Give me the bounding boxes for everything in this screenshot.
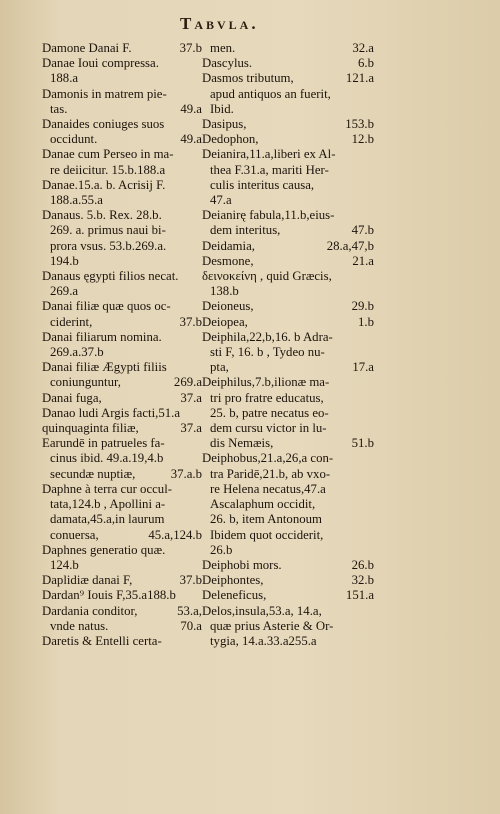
entry-line (42, 436, 202, 451)
index-entry (42, 573, 202, 588)
entry-line (202, 223, 374, 238)
index-entry (202, 315, 374, 330)
entry-text: 25. b, patre necatus eo- (210, 405, 329, 420)
entry-text: dis Nemæis, (210, 436, 274, 451)
entry-line (42, 406, 202, 421)
entry-text: Deiopea, (202, 314, 248, 329)
entry-text: δεινοκείνη , quid Græcis, (202, 269, 332, 284)
index-entry (42, 56, 202, 86)
entry-line (42, 269, 202, 284)
index-entry (202, 558, 374, 573)
entry-line (42, 41, 202, 56)
entry-page-ref: 37.b (179, 41, 202, 55)
entry-page-ref: 28.a,47,b (326, 238, 374, 253)
entry-text: Deidamia, (202, 238, 255, 253)
entry-line (42, 467, 202, 482)
index-entry (42, 543, 202, 573)
index-entry (202, 132, 374, 147)
index-entry (202, 56, 374, 71)
entry-text: Danae cum Perseo in ma- (42, 147, 174, 162)
entry-text: Dasmos tributum, (202, 71, 294, 86)
entry-line (42, 345, 202, 360)
entry-line (202, 102, 374, 117)
entry-page-ref: 32.a (352, 41, 374, 55)
entry-text: Danai fuga, (42, 390, 102, 405)
entry-line (202, 315, 374, 330)
entry-text: Danaus ęgypti filios necat. (42, 269, 179, 284)
index-entry (42, 269, 202, 299)
index-entry (42, 588, 202, 603)
entry-text: sti F, 16. b , Tydeo nu- (210, 345, 325, 360)
entry-line (202, 284, 374, 299)
entry-page-ref: 32.b (351, 573, 374, 588)
entry-line (42, 178, 202, 193)
entry-line (202, 528, 374, 543)
entry-page-ref: 37.a.b (170, 466, 202, 481)
entry-line (202, 254, 374, 269)
entry-line (42, 117, 202, 132)
entry-page-ref: 26.b (351, 557, 374, 572)
entry-line (42, 619, 202, 634)
entry-line (202, 634, 374, 649)
entry-text: Dascylus. (202, 56, 253, 71)
entry-line (42, 451, 202, 466)
entry-page-ref: 12.b (351, 132, 374, 147)
entry-page-ref: 6.b (358, 56, 374, 71)
index-entry (202, 330, 374, 376)
entry-page-ref: 29.b (351, 299, 374, 314)
entry-line (42, 163, 202, 178)
running-header: Tabvla. (180, 14, 259, 33)
index-entry (42, 436, 202, 466)
entry-line (202, 604, 374, 619)
index-entry (202, 41, 374, 56)
entry-text: tata,124.b , Apollini a- (50, 497, 166, 512)
entry-line (202, 543, 374, 558)
entry-line (202, 239, 374, 254)
index-entry (42, 299, 202, 329)
index-entry (202, 573, 374, 588)
entry-text: 26.b (210, 542, 233, 557)
entry-line (202, 299, 374, 314)
entry-text: Damone Danai F. (42, 41, 132, 55)
entry-text: tri pro fratre educatus, (210, 390, 324, 405)
index-entry (42, 634, 202, 649)
index-entry (42, 208, 202, 269)
entry-line (202, 147, 374, 162)
entry-line (202, 375, 374, 390)
entry-text: men. (210, 41, 236, 55)
entry-text: Delos,insula,53.a, 14.a, (202, 603, 322, 618)
entry-text: Desmone, (202, 253, 254, 268)
entry-text: Deianirę fabula,11.b,eius- (202, 208, 335, 223)
entry-page-ref: 153.b (345, 117, 374, 132)
entry-page-ref: 17.a (352, 360, 374, 375)
entry-text: Daretis & Entelli certa- (42, 633, 162, 648)
entry-line (202, 132, 374, 147)
index-entry (42, 87, 202, 117)
index-entry (202, 208, 374, 238)
index-entry (42, 604, 202, 634)
entry-page-ref: 49.a (180, 101, 202, 116)
entry-line (42, 512, 202, 527)
entry-text: coniunguntur, (50, 375, 121, 390)
entry-text: re deiicitur. 15.b.188.a (50, 162, 166, 177)
entry-line (202, 330, 374, 345)
entry-page-ref: 37.b (179, 314, 202, 329)
entry-text: 188.a (50, 71, 79, 86)
entry-text: Ibidem quot occiderit, (210, 527, 324, 542)
entry-page-ref: 53.a, (177, 603, 202, 618)
index-entry (42, 117, 202, 147)
entry-page-ref: 70.a (180, 618, 202, 633)
entry-line (202, 421, 374, 436)
entry-line (42, 315, 202, 330)
entry-text: Danai filiarum nomina. (42, 329, 162, 344)
entry-line (202, 391, 374, 406)
entry-text: Damonis in matrem pie- (42, 86, 167, 101)
index-entry (202, 254, 374, 269)
entry-text: Danaides coniuges suos (42, 117, 165, 132)
entry-page-ref: 1.b (358, 314, 374, 329)
entry-text: dem interitus, (210, 223, 281, 238)
entry-text: quæ prius Asterie & Or- (210, 618, 334, 633)
entry-text: 124.b (50, 557, 79, 572)
index-entry (202, 588, 374, 603)
entry-line (42, 223, 202, 238)
entry-text: dem cursu victor in lu- (210, 421, 327, 436)
index-entry (42, 147, 202, 177)
entry-text: Deiphobus,21.a,26,a con- (202, 451, 334, 466)
entry-text: Daplidiæ danai F, (42, 573, 133, 588)
entry-line (202, 467, 374, 482)
entry-text: apud antiquos an fuerit, (210, 86, 331, 101)
entry-line (42, 71, 202, 86)
entry-text: 26. b, item Antonoum (210, 512, 322, 527)
entry-text: tra Paridē,21.b, ab vxo- (210, 466, 331, 481)
entry-line (42, 375, 202, 390)
entry-line (202, 345, 374, 360)
entry-text: 138.b (210, 284, 239, 299)
entry-text: Danai filiæ Ægypti filiis (42, 360, 167, 375)
entry-text: Deianira,11.a,liberi ex Al- (202, 147, 336, 162)
index-entry (42, 482, 202, 543)
entry-line (42, 56, 202, 71)
entry-line (42, 299, 202, 314)
entry-text: Deiphila,22,b,16. b Adra- (202, 329, 333, 344)
index-column-right (202, 41, 374, 649)
entry-line (202, 117, 374, 132)
entry-text: Deleneficus, (202, 588, 267, 603)
entry-text: Ibid. (210, 101, 234, 116)
entry-text: Deiphobi mors. (202, 557, 282, 572)
index-entry (42, 467, 202, 482)
entry-line (42, 132, 202, 147)
index-entry (202, 375, 374, 451)
entry-line (42, 284, 202, 299)
entry-line (202, 573, 374, 588)
entry-text: culis interitus causa, (210, 177, 315, 192)
entry-line (42, 497, 202, 512)
entry-text: Dardan⁹ Iouis F,35.a188.b (42, 588, 176, 603)
entry-page-ref: 37.b (179, 573, 202, 588)
entry-text: Earundē in patrueles fa- (42, 436, 165, 451)
entry-line (42, 634, 202, 649)
entry-page-ref: 51.b (351, 436, 374, 451)
entry-text: occidunt. (50, 132, 98, 147)
index-entry (42, 178, 202, 208)
entry-text: cinus ibid. 49.a.19,4.b (50, 451, 164, 466)
entry-line (42, 528, 202, 543)
entry-text: thea F.31.a, mariti Her- (210, 162, 329, 177)
entry-text: prora vsus. 53.b.269.a. (50, 238, 167, 253)
index-entry (42, 360, 202, 390)
entry-text: damata,45.a,in laurum (50, 512, 165, 527)
entry-text: Danae Ioui compressa. (42, 56, 159, 71)
entry-line (202, 87, 374, 102)
entry-text: Danao ludi Argis facti,51.a (42, 405, 181, 420)
entry-text: quinquaginta filiæ, (42, 421, 139, 436)
entry-line (42, 330, 202, 345)
index-entry (42, 391, 202, 406)
entry-line (42, 558, 202, 573)
entry-line (202, 619, 374, 634)
entry-line (202, 56, 374, 71)
index-entry (202, 117, 374, 132)
entry-text: tas. (50, 101, 68, 116)
entry-line (202, 497, 374, 512)
entry-page-ref: 121.a (345, 71, 374, 86)
entry-text: pta, (210, 360, 229, 375)
entry-page-ref: 151.a (345, 588, 374, 603)
entry-text: 194.b (50, 253, 79, 268)
index-entry (202, 604, 374, 650)
entry-text: Danaus. 5.b. Rex. 28.b. (42, 208, 162, 223)
entry-text: Danae.15.a. b. Acrisij F. (42, 177, 166, 192)
entry-line (42, 543, 202, 558)
entry-line (202, 512, 374, 527)
entry-text: Dasipus, (202, 117, 247, 132)
index-entry (202, 147, 374, 208)
entry-line (202, 588, 374, 603)
index-entry (202, 239, 374, 254)
entry-line (202, 208, 374, 223)
entry-line (42, 208, 202, 223)
entry-line (42, 391, 202, 406)
index-entry (202, 451, 374, 557)
entry-line (202, 360, 374, 375)
entry-line (42, 87, 202, 102)
entry-text: 188.a.55.a (50, 193, 103, 208)
entry-line (42, 421, 202, 436)
entry-line (42, 360, 202, 375)
entry-line (202, 193, 374, 208)
entry-text: Dardania conditor, (42, 603, 138, 618)
entry-line (202, 406, 374, 421)
index-column-left (42, 41, 202, 649)
entry-text: Dedophon, (202, 132, 259, 147)
entry-text: Danai filiæ quæ quos oc- (42, 299, 171, 314)
entry-line (42, 193, 202, 208)
entry-text: Daphnes generatio quæ. (42, 542, 166, 557)
entry-page-ref: 37.a (180, 421, 202, 436)
entry-page-ref: 21.a (352, 253, 374, 268)
index-entry (42, 421, 202, 436)
entry-page-ref: 47.b (351, 223, 374, 238)
entry-line (202, 436, 374, 451)
entry-text: 269. a. primus naui bi- (50, 223, 166, 238)
entry-text: Ascalaphum occidit, (210, 497, 316, 512)
entry-line (202, 558, 374, 573)
index-entry (202, 269, 374, 299)
entry-page-ref: 37.a (180, 390, 202, 405)
entry-page-ref: 49.a (180, 132, 202, 147)
entry-text: re Helena necatus,47.a (210, 481, 326, 496)
index-entry (42, 330, 202, 360)
entry-line (42, 254, 202, 269)
entry-line (42, 239, 202, 254)
index-entry (202, 299, 374, 314)
entry-line (202, 163, 374, 178)
entry-text: Deiphontes, (202, 573, 264, 588)
entry-line (202, 71, 374, 86)
index-entry (42, 41, 202, 56)
entry-page-ref: 45.a,124.b (148, 527, 202, 542)
entry-text: tygia, 14.a.33.a255.a (210, 633, 317, 648)
entry-text: Deiphilus,7.b,ilionæ ma- (202, 375, 330, 390)
index-entry (42, 406, 202, 421)
entry-text: Daphne à terra cur occul- (42, 481, 173, 496)
entry-line (42, 573, 202, 588)
entry-text: 269.a.37.b (50, 345, 104, 360)
entry-line (42, 604, 202, 619)
entry-text: ciderint, (50, 314, 93, 329)
entry-line (202, 41, 374, 56)
entry-line (42, 588, 202, 603)
entry-text: conuersa, (50, 527, 99, 542)
entry-line (202, 178, 374, 193)
entry-text: 47.a (210, 193, 232, 208)
entry-page-ref: 269.a (173, 375, 202, 390)
entry-line (42, 482, 202, 497)
entry-text: Deioneus, (202, 299, 254, 314)
index-entry (202, 71, 374, 117)
entry-text: secundæ nuptiæ, (50, 466, 136, 481)
entry-line (202, 482, 374, 497)
entry-line (202, 451, 374, 466)
entry-text: vnde natus. (50, 618, 109, 633)
entry-line (42, 102, 202, 117)
entry-text: 269.a (50, 284, 79, 299)
entry-line (202, 269, 374, 284)
entry-line (42, 147, 202, 162)
